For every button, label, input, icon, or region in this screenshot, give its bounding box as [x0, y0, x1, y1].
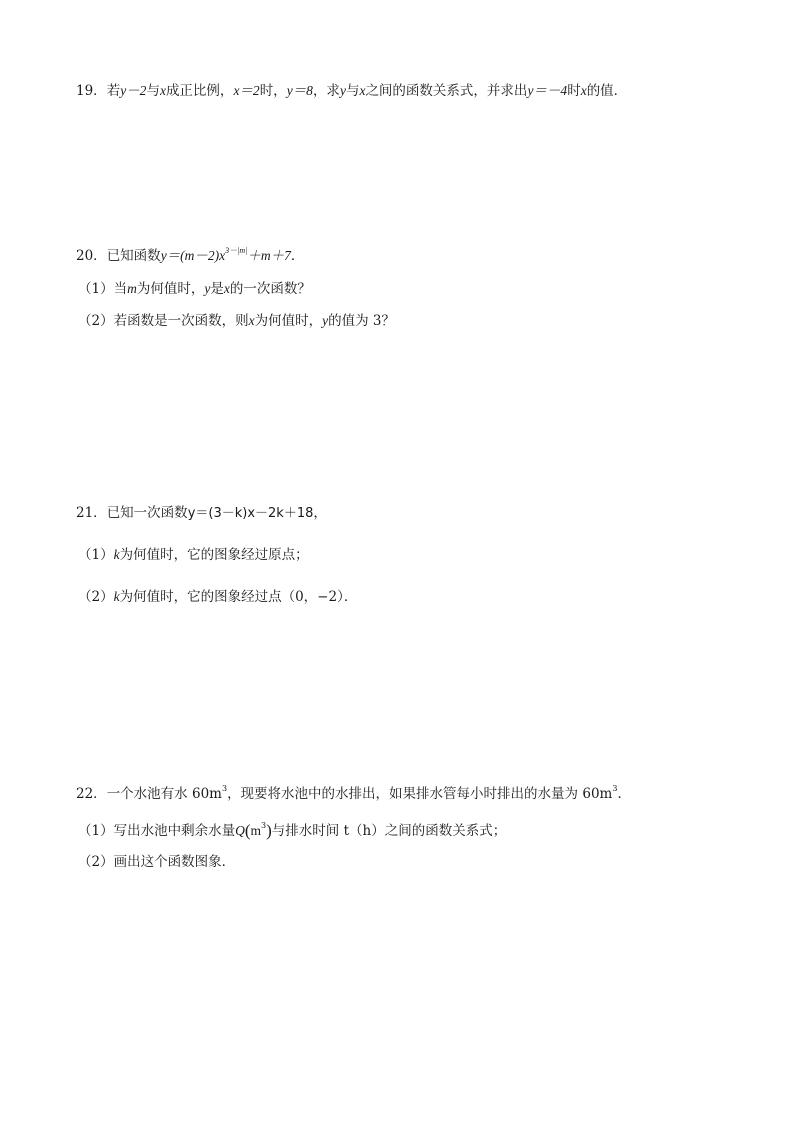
problem-21: 21．已知一次函数y＝(3－k)x－2k＋18，	[76, 505, 327, 521]
problem-22-part-1: （1）写出水池中剩余水量$Q(m^3)$与排水时间 t（h）之间的函数关系式；	[78, 821, 507, 840]
math-expression: y＝(m－2)x	[160, 248, 226, 263]
math-expression: y＝－4	[527, 83, 568, 98]
problem-19: 19．若y－2与x成正比例，x＝2时，y＝8，求y与x之间的函数关系式，并求出y＝－4时x的值．	[76, 83, 628, 99]
exponent: 3－|m|	[225, 246, 248, 255]
problem-20: 20．已知函数$y=(m-2)x^{3-|m|}+m+7$．	[76, 246, 305, 264]
problem-22: 22．一个水池有水 $60m^3$，现要将水池中的水排出，如果排水管每小时排出的水量为 $60m^3$．	[76, 784, 631, 802]
math-expression: y－2	[120, 83, 147, 98]
problem-20-part-2: （2）若函数是一次函数，则x为何值时，y的值为 3？	[78, 313, 395, 329]
math-expression: x＝2	[233, 83, 260, 98]
problem-number: 22．	[76, 786, 107, 802]
problem-21-part-2: （2）k为何值时，它的图象经过点（0，−2）．	[78, 589, 358, 605]
problem-22-part-2: （2）画出这个函数图象．	[78, 854, 236, 870]
problem-21-part-1: （1）k为何值时，它的图象经过原点；	[78, 547, 309, 563]
math-expression: y＝(3－k)x－2k＋18	[187, 506, 314, 521]
math-expression: ＋m＋7	[247, 248, 291, 263]
problem-number: 19．	[76, 83, 107, 99]
problem-20-part-1: （1）当m为何值时，y是x的一次函数？	[78, 281, 311, 297]
math-expression: y＝8	[286, 83, 313, 98]
problem-number: 20．	[76, 248, 107, 264]
problem-number: 21．	[76, 505, 107, 521]
